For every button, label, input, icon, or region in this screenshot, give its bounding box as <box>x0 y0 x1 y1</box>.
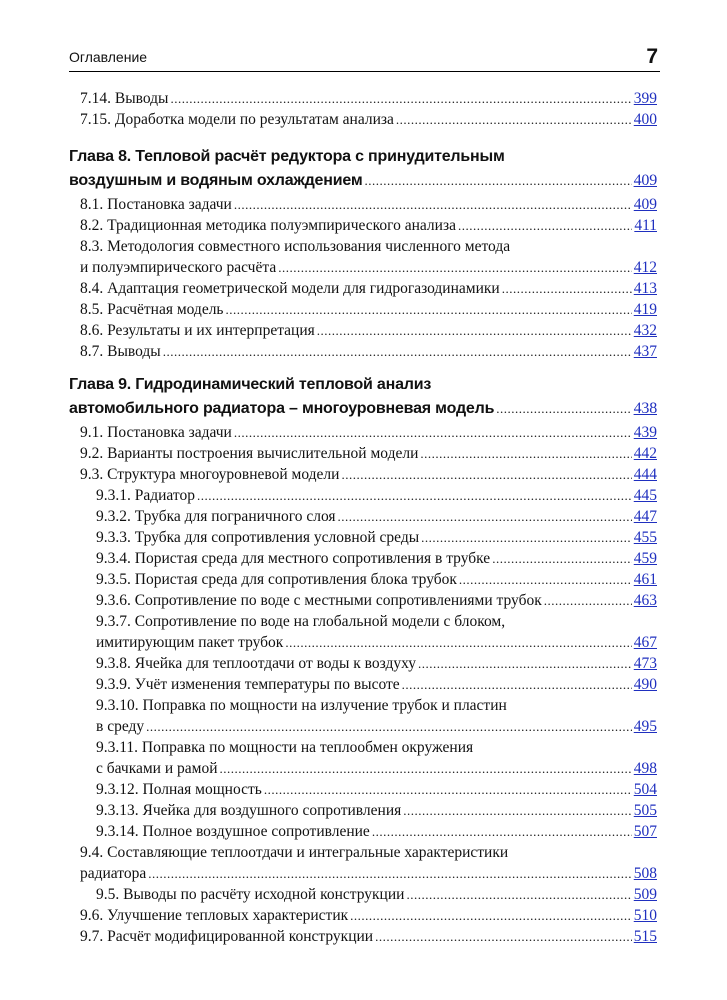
toc-entry[interactable] <box>0 907 727 928</box>
toc-entry-title: с бачками и рамой <box>96 760 218 777</box>
toc-entry-title: 9.3.7. Сопротивление по воде на глобальной модели с блоком, <box>96 613 506 630</box>
toc-entry-title: 9.3.2. Трубка для пограничного слоя <box>96 508 336 525</box>
leader-dots <box>459 571 632 589</box>
leader-dots <box>146 718 632 736</box>
chapter-title: воздушным и водяным охлаждением <box>69 172 363 189</box>
chapter-heading <box>0 148 727 172</box>
toc-page-link[interactable]: 399 <box>633 90 657 107</box>
toc-entry[interactable] <box>0 466 727 487</box>
toc-page-link[interactable]: 400 <box>633 111 657 128</box>
chapter-title: Глава 9. Гидродинамический тепловой анализ <box>69 376 432 393</box>
toc-entry[interactable] <box>0 487 727 508</box>
toc-entry-title: 8.1. Постановка задачи <box>80 196 232 213</box>
leader-dots <box>364 172 631 190</box>
toc-entry[interactable] <box>0 111 727 132</box>
toc-page-link[interactable]: 413 <box>633 280 657 297</box>
toc-entry-title: радиатора <box>80 865 147 882</box>
chapter-heading[interactable] <box>0 400 727 424</box>
chapter-heading[interactable] <box>0 172 727 196</box>
toc-entry <box>0 844 727 865</box>
toc-entry-title: 9.3. Структура многоуровневой модели <box>80 466 340 483</box>
toc-entry-title: 9.3.12. Полная мощность <box>96 781 262 798</box>
toc-entry <box>0 739 727 760</box>
toc-entry-title: 9.2. Варианты построения вычислительной модели <box>80 445 419 462</box>
leader-dots <box>421 529 632 547</box>
leader-dots <box>197 487 632 505</box>
toc-entry[interactable] <box>0 676 727 697</box>
leader-dots <box>341 466 631 484</box>
toc-entry-title: и полуэмпирического расчёта <box>80 259 277 276</box>
toc-page-link[interactable]: 510 <box>633 907 657 924</box>
toc-entry <box>0 697 727 718</box>
toc-page-link[interactable]: 411 <box>634 217 657 234</box>
leader-dots <box>278 259 632 277</box>
leader-dots <box>338 508 632 526</box>
toc-entry <box>0 238 727 259</box>
leader-dots <box>396 111 632 129</box>
toc-page-link[interactable]: 409 <box>633 196 657 213</box>
toc-page-link[interactable]: 505 <box>633 802 657 819</box>
toc-entry-title: 8.6. Результаты и их интерпретация <box>80 322 315 339</box>
leader-dots <box>264 781 632 799</box>
toc-entry[interactable] <box>0 424 727 445</box>
toc-entry-title: 9.3.11. Поправка по мощности на теплообмен окружения <box>96 739 474 756</box>
leader-dots <box>402 676 632 694</box>
toc-entry-title: 7.14. Выводы <box>80 90 169 107</box>
toc-entry[interactable] <box>0 196 727 217</box>
toc-entry-title: 9.3.10. Поправка по мощности на излучение трубок и пластин <box>96 697 507 714</box>
toc-entry[interactable] <box>0 301 727 322</box>
toc-entry[interactable] <box>0 508 727 529</box>
leader-dots <box>163 343 632 361</box>
toc-page-link[interactable]: 461 <box>633 571 657 588</box>
toc-entry-title: 9.7. Расчёт модифицированной конструкции <box>80 928 374 945</box>
toc-page-link[interactable]: 463 <box>633 592 657 609</box>
toc-page-link[interactable]: 459 <box>633 550 657 567</box>
toc-entry-title: 9.3.1. Радиатор <box>96 487 195 504</box>
leader-dots <box>350 907 632 925</box>
toc-entry[interactable] <box>0 529 727 550</box>
leader-dots <box>544 592 632 610</box>
toc-entry[interactable] <box>0 280 727 301</box>
toc-page-link[interactable]: 437 <box>633 343 657 360</box>
toc-page-link[interactable]: 442 <box>633 445 657 462</box>
leader-dots <box>492 550 632 568</box>
toc-page-link[interactable]: 515 <box>633 928 657 945</box>
toc-entry[interactable] <box>0 928 727 949</box>
toc-entry[interactable] <box>0 550 727 571</box>
leader-dots <box>170 90 631 108</box>
toc-page-link[interactable]: 473 <box>633 655 657 672</box>
leader-dots <box>458 217 632 235</box>
toc-page-link[interactable]: 498 <box>633 760 657 777</box>
toc-entry-title: в среду <box>96 718 145 735</box>
toc-entry-title: 9.4. Составляющие теплоотдачи и интегральные характеристики <box>80 844 509 861</box>
leader-dots <box>502 280 632 298</box>
toc-entry[interactable] <box>0 343 727 364</box>
chapter-title: автомобильного радиатора – многоуровневая модель <box>69 400 495 417</box>
leader-dots <box>234 424 632 442</box>
toc-entry-title: 7.15. Доработка модели по результатам анализа <box>80 111 394 128</box>
toc-entry-title: 9.3.3. Трубка для сопротивления условной среды <box>96 529 420 546</box>
toc-entry-title: 9.6. Улучшение тепловых характеристик <box>80 907 349 924</box>
chapter-title: Глава 8. Тепловой расчёт редуктора с принудительным <box>69 148 505 165</box>
toc-entry-title: 8.3. Методология совместного использования численного метода <box>80 238 511 255</box>
toc-entry[interactable] <box>0 781 727 802</box>
toc-page-link[interactable]: 455 <box>633 529 657 546</box>
leader-dots <box>418 655 632 673</box>
toc-entry[interactable] <box>0 760 727 781</box>
toc-entry-title: имитирующим пакет трубок <box>96 634 284 651</box>
toc-page-link[interactable]: 509 <box>633 886 657 903</box>
toc-page-link[interactable]: 439 <box>633 424 657 441</box>
leader-dots <box>403 802 632 820</box>
leader-dots <box>372 823 632 841</box>
toc-entry[interactable] <box>0 823 727 844</box>
toc-entry-title: 8.7. Выводы <box>80 343 161 360</box>
toc-page-link[interactable]: 438 <box>633 400 657 417</box>
toc-entry[interactable] <box>0 802 727 823</box>
leader-dots <box>234 196 632 214</box>
toc-entry[interactable] <box>0 217 727 238</box>
toc-entry[interactable] <box>0 634 727 655</box>
toc-entry-title: 9.3.14. Полное воздушное сопротивление <box>96 823 370 840</box>
toc-page-link[interactable]: 444 <box>633 466 657 483</box>
toc-entry[interactable] <box>0 571 727 592</box>
toc-entry[interactable] <box>0 865 727 886</box>
toc-entry[interactable] <box>0 886 727 907</box>
toc-entry[interactable] <box>0 322 727 343</box>
header-title: Оглавление <box>69 49 148 65</box>
running-header <box>69 45 660 72</box>
toc-entry-title: 9.3.9. Учёт изменения температуры по высоте <box>96 676 400 693</box>
leader-dots <box>406 886 631 904</box>
toc-page-link[interactable]: 412 <box>633 259 657 276</box>
toc-page-link[interactable]: 419 <box>633 301 657 318</box>
toc-page-link[interactable]: 504 <box>633 781 657 798</box>
leader-dots <box>226 301 632 319</box>
toc-page-link[interactable]: 467 <box>633 634 657 651</box>
leader-dots <box>285 634 631 652</box>
toc-entry <box>0 613 727 634</box>
toc-entry-title: 8.2. Традиционная методика полуэмпирического анализа <box>80 217 456 234</box>
leader-dots <box>317 322 632 340</box>
chapter-heading <box>0 376 727 400</box>
toc-entry[interactable] <box>0 655 727 676</box>
toc-entry-title: 8.4. Адаптация геометрической модели для гидрогазодинамики <box>80 280 500 297</box>
leader-dots <box>148 865 632 883</box>
toc-page-link[interactable]: 447 <box>633 508 657 525</box>
toc-page-link[interactable]: 445 <box>633 487 657 504</box>
toc-entry[interactable] <box>0 90 727 111</box>
toc-page-link[interactable]: 490 <box>633 676 657 693</box>
toc-entry-title: 9.3.6. Сопротивление по воде с местными сопротивлениями трубок <box>96 592 542 609</box>
toc-entry-title: 9.3.4. Пористая среда для местного сопротивления в трубке <box>96 550 491 567</box>
toc-entry-title: 9.1. Постановка задачи <box>80 424 232 441</box>
toc-entry[interactable] <box>0 445 727 466</box>
toc-page-link[interactable]: 432 <box>633 322 657 339</box>
page-number: 7 <box>646 45 658 68</box>
toc-entry[interactable] <box>0 259 727 280</box>
toc-page-link[interactable]: 409 <box>633 172 657 189</box>
toc-page-link[interactable]: 508 <box>633 865 657 882</box>
toc-page-link[interactable]: 495 <box>633 718 657 735</box>
toc-entry-title: 9.3.5. Пористая среда для сопротивления блока трубок <box>96 571 457 588</box>
toc-entry-title: 9.3.13. Ячейка для воздушного сопротивления <box>96 802 402 819</box>
toc-entry-title: 8.5. Расчётная модель <box>80 301 224 318</box>
leader-dots <box>220 760 632 778</box>
toc-entry[interactable] <box>0 718 727 739</box>
toc-page-link[interactable]: 507 <box>633 823 657 840</box>
toc-entry-title: 9.5. Выводы по расчёту исходной конструкции <box>96 886 405 903</box>
leader-dots <box>375 928 632 946</box>
leader-dots <box>420 445 631 463</box>
toc-entry[interactable] <box>0 592 727 613</box>
leader-dots <box>496 400 631 418</box>
toc-entry-title: 9.3.8. Ячейка для теплоотдачи от воды к воздуху <box>96 655 417 672</box>
